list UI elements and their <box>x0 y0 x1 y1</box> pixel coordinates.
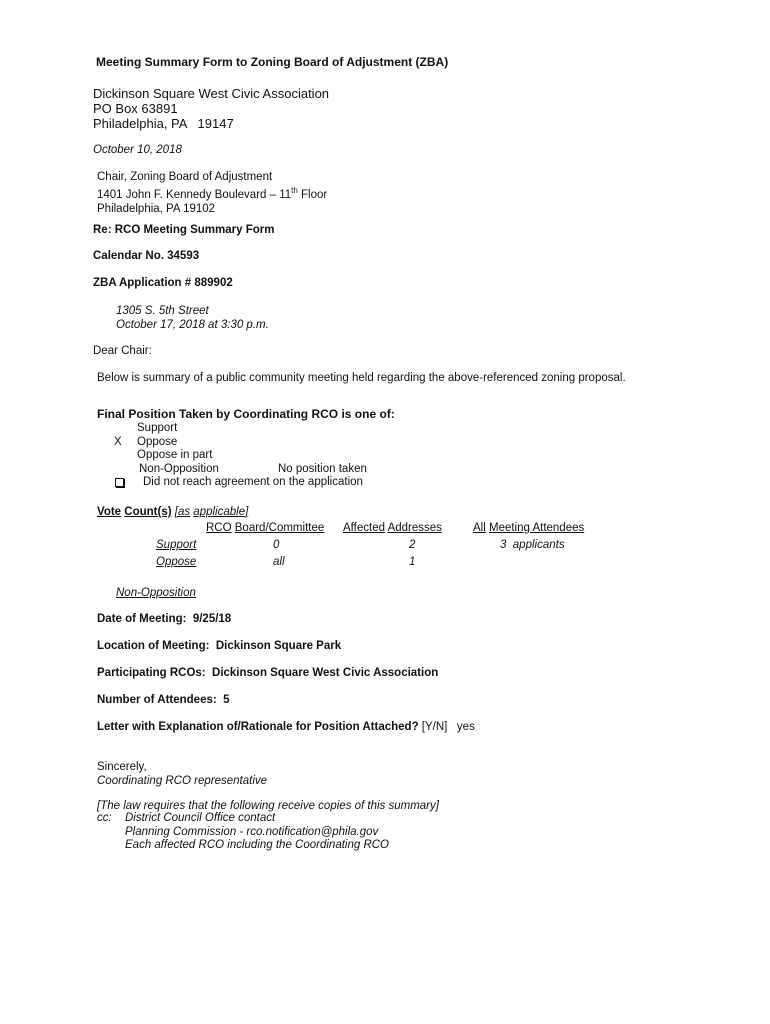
vote-heading-word: Vote <box>97 506 122 518</box>
closing-role: Coordinating RCO representative <box>97 775 268 787</box>
meeting-location: Location of Meeting: Dickinson Square Park <box>97 640 342 652</box>
checkbox-icon[interactable] <box>115 478 124 487</box>
recipient-address-main: 1401 John F. Kennedy Boulevard – 11 <box>97 189 292 201</box>
sincerely: Sincerely, <box>97 761 147 773</box>
recipient-address-floor: Floor <box>297 189 328 201</box>
closing-block <box>97 760 267 788</box>
col-rco-word: RCO <box>206 522 232 534</box>
row-support-rco: 0 <box>273 539 280 551</box>
col-rco <box>206 522 324 534</box>
property-block <box>116 304 269 332</box>
copies-note: [The law requires that the following receive copies of this summary] <box>97 800 439 812</box>
col-all-word: All <box>473 522 486 534</box>
vote-heading-note: [as <box>174 506 191 518</box>
vote-heading-note-2: applicable] <box>193 506 249 518</box>
col-all <box>473 522 584 534</box>
recipient-block <box>97 170 327 216</box>
row-oppose-affected: 1 <box>409 556 416 568</box>
row-support-label: Support <box>156 539 197 551</box>
letter-date: October 10, 2018 <box>93 144 182 156</box>
cc-label: cc: <box>97 812 112 824</box>
option-oppose: Oppose <box>137 436 178 448</box>
option-no-agreement: Did not reach agreement on the application <box>143 476 363 488</box>
selected-mark: X <box>114 436 122 448</box>
row-oppose-label: Oppose <box>156 556 197 568</box>
col-affected <box>343 522 442 534</box>
meeting-date: Date of Meeting: 9/25/18 <box>97 613 232 625</box>
participating-rcos: Participating RCOs: Dickinson Square West Civic Association <box>97 667 439 679</box>
row-support-all: 3 applicants <box>500 539 565 551</box>
option-oppose-in-part: Oppose in part <box>137 449 213 461</box>
option-support: Support <box>137 422 178 434</box>
sender-box: PO Box 63891 <box>93 101 178 116</box>
row-oppose-rco: all <box>273 556 285 568</box>
sender-city: Philadelphia, PA 19147 <box>93 116 234 131</box>
intro-paragraph: Below is summary of a public community meeting held regarding the above-referenced zoning proposal. <box>97 372 626 384</box>
recipient-address <box>97 184 327 202</box>
recipient-city: Philadelphia, PA 19102 <box>97 203 216 215</box>
cc-item-affected-rco: Each affected RCO including the Coordinating RCO <box>125 839 390 851</box>
vote-heading-counts: Count(s) <box>124 506 172 518</box>
non-opposition-label: Non-Opposition <box>116 587 196 599</box>
letter-attached <box>97 721 475 733</box>
hearing-date: October 17, 2018 at 3:30 p.m. <box>116 319 269 331</box>
cc-item-council: District Council Office contact <box>125 812 276 824</box>
row-support-affected: 2 <box>409 539 416 551</box>
option-non-opposition: Non-Opposition <box>139 463 219 475</box>
col-affected-addresses: Addresses <box>387 522 442 534</box>
col-affected-word: Affected <box>343 522 385 534</box>
vote-heading <box>97 506 248 518</box>
application-line: ZBA Application # 889902 <box>93 277 233 289</box>
recipient-name: Chair, Zoning Board of Adjustment <box>97 171 273 183</box>
salutation: Dear Chair: <box>93 345 152 357</box>
sender-org: Dickinson Square West Civic Association <box>93 86 330 101</box>
col-all-attendees: Meeting Attendees <box>488 522 585 534</box>
number-of-attendees: Number of Attendees: 5 <box>97 694 230 706</box>
col-rco-board: Board/Committee <box>234 522 325 534</box>
position-heading: Final Position Taken by Coordinating RCO is one of: <box>97 407 395 421</box>
recipient-address-sup: th <box>291 186 298 195</box>
document-title: Meeting Summary Form to Zoning Board of Adjustment (ZBA) <box>96 55 449 69</box>
letter-attached-answer: [Y/N] yes <box>418 721 475 733</box>
cc-item-planning: Planning Commission - rco.notification@phila.gov <box>125 826 379 838</box>
letter-attached-label: Letter with Explanation of/Rationale for Position Attached? <box>97 721 419 733</box>
calendar-line: Calendar No. 34593 <box>93 250 200 262</box>
re-line: Re: RCO Meeting Summary Form <box>93 224 275 236</box>
sender-block <box>93 86 329 131</box>
option-no-position: No position taken <box>278 463 367 475</box>
property-address: 1305 S. 5th Street <box>116 305 209 317</box>
